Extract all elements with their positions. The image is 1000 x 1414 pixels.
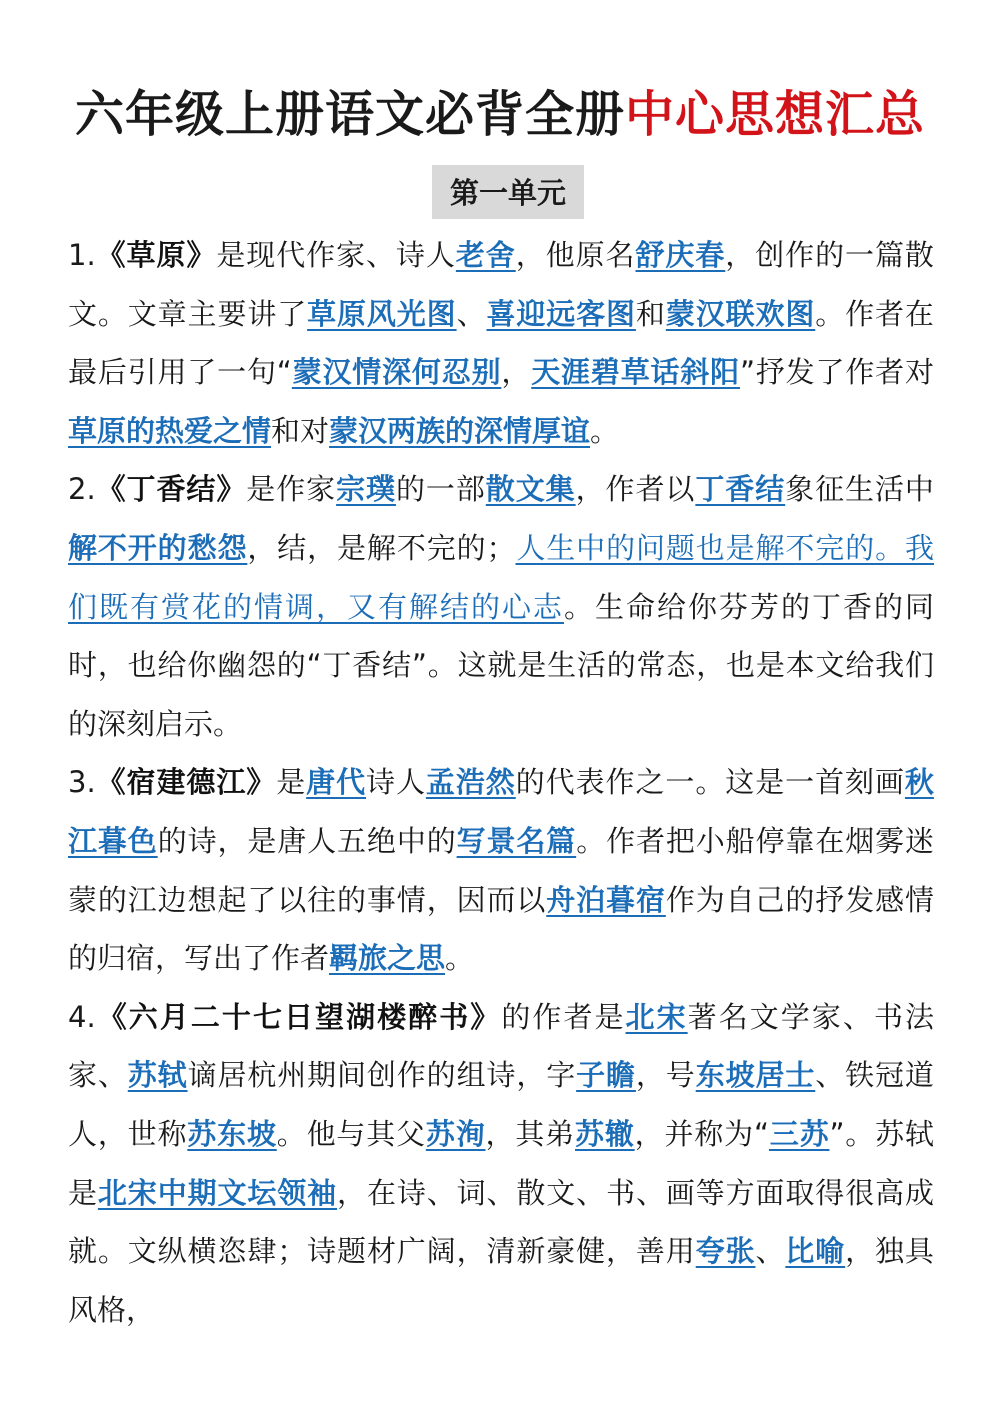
body-text: ，他原名 (515, 238, 636, 272)
title-main: 六年级上册语文必背全册 (74, 86, 625, 143)
body-text: ，并称为“ (634, 1116, 769, 1151)
book-title: 《六月二十七日望湖楼醉书》 (95, 999, 502, 1034)
body-text: ”。苏轼是 (68, 1116, 934, 1210)
title-highlight: 中心思想汇总 (625, 86, 926, 143)
highlight-keyword: 夸张 (695, 1234, 756, 1269)
body-text: 2. (68, 472, 96, 507)
body-text: 是 (276, 765, 307, 800)
highlight-keyword: 苏辙 (575, 1116, 635, 1151)
book-title: 《丁香结》 (95, 472, 247, 507)
body-text: 作为自己的抒发感情的归宿，写出了作者 (68, 882, 934, 976)
highlight-keyword: 舒庆春 (635, 238, 726, 272)
highlight-keyword: 苏轼 (127, 1058, 188, 1093)
highlight-keyword: 老舍 (455, 238, 516, 272)
body-text: 。 (590, 413, 620, 448)
highlight-keyword: 东坡居士 (695, 1058, 816, 1093)
paragraph-4 (68, 988, 934, 1340)
body-text: 是现代作家、诗人 (216, 238, 456, 272)
body-text: ，结，是解不完的； (247, 530, 516, 565)
highlight-keyword: 人生中的问题也是解不完的。我们既有赏花的情调，又有解结的心志 (68, 530, 934, 624)
highlight-keyword: 蒙汉情深何忍别 (291, 355, 502, 390)
highlight-keyword: 子瞻 (576, 1058, 636, 1093)
body-text: 。作者在最后引用了一句“ (68, 296, 934, 390)
highlight-keyword: 蒙汉联欢图 (665, 296, 816, 331)
content-body (68, 226, 934, 1339)
highlight-keyword: 写景名篇 (456, 823, 577, 858)
highlight-keyword: 秋江暮色 (68, 765, 934, 858)
page-title (0, 80, 1000, 150)
highlight-keyword: 比喻 (785, 1234, 846, 1269)
body-text: 谪居杭州期间创作的组诗，字 (187, 1058, 577, 1093)
highlight-keyword: 喜迎远客图 (486, 296, 636, 331)
highlight-keyword: 草原风光图 (307, 296, 457, 331)
unit-heading: 第一单元 (432, 165, 584, 219)
body-text: 、 (755, 1234, 786, 1269)
body-text: 和 (635, 296, 666, 331)
highlight-keyword: 丁香结 (695, 472, 786, 507)
highlight-keyword: 草原的热爱之情 (68, 413, 272, 448)
body-text: 、铁冠道人，世称 (68, 1058, 934, 1151)
body-text: ，独具风格， (68, 1234, 934, 1327)
body-text: 4. (68, 999, 96, 1034)
body-text: 象征生活中 (785, 472, 934, 507)
highlight-keyword: 北宋 (625, 999, 688, 1034)
body-text: 的作者是 (501, 999, 626, 1034)
highlight-keyword: 宗璞 (336, 472, 396, 507)
body-text: ，在诗、词、散文、书、画等方面取得很高成就。文纵横恣肆；诗题材广阔，清新豪健，善用 (68, 1175, 934, 1269)
highlight-keyword: 北宋中期文坛领袖 (97, 1175, 338, 1210)
body-text: 诗人 (366, 765, 426, 800)
highlight-keyword: 苏洵 (425, 1116, 486, 1151)
book-title: 《草原》 (95, 238, 217, 272)
paragraph-3 (68, 753, 934, 987)
body-text: 、 (456, 296, 487, 331)
highlight-keyword: 解不开的愁怨 (68, 530, 248, 565)
highlight-keyword: 羁旅之思 (329, 941, 446, 976)
paragraph-1 (68, 226, 934, 460)
book-title: 《宿建德江》 (95, 765, 277, 800)
body-text: ，号 (635, 1058, 696, 1093)
body-text: 的诗，是唐人五绝中的 (157, 823, 457, 858)
highlight-keyword: 蒙汉两族的深情厚谊 (329, 413, 591, 448)
body-text: ，作者以 (575, 472, 696, 507)
paragraph-2 (68, 460, 934, 753)
body-text: ，其弟 (485, 1116, 575, 1151)
body-text: 3. (68, 765, 96, 800)
body-text: 著名文学家、书法家、 (68, 999, 934, 1093)
body-text: 是作家 (246, 472, 337, 507)
body-text: ，创作的一篇散文。文章主要讲了 (68, 238, 934, 331)
highlight-keyword: 三苏 (768, 1116, 830, 1151)
body-text: 。作者把小船停靠在烟雾迷蒙的江边想起了以往的事情，因而以 (68, 823, 934, 917)
highlight-keyword: 天涯碧草话斜阳 (531, 355, 740, 390)
body-text: 。 (445, 941, 475, 976)
body-text: 。生命给你芬芳的丁香的同时，也给你幽怨的“丁香结”。这就是生活的常态，也是本文给我们的深刻启示。 (68, 589, 934, 741)
body-text: 和对 (271, 413, 330, 448)
highlight-keyword: 苏东坡 (187, 1116, 277, 1151)
body-text: ”抒发了作者对 (740, 355, 934, 390)
highlight-keyword: 孟浩然 (425, 765, 516, 800)
highlight-keyword: 唐代 (306, 765, 367, 800)
body-text: ， (501, 355, 532, 390)
highlight-keyword: 散文集 (485, 472, 576, 507)
body-text: 1. (68, 238, 96, 272)
body-text: 的代表作之一。这是一首刻画 (515, 765, 905, 800)
highlight-keyword: 舟泊暮宿 (546, 882, 666, 917)
body-text: 。他与其父 (276, 1116, 426, 1151)
body-text: 的一部 (395, 472, 486, 507)
